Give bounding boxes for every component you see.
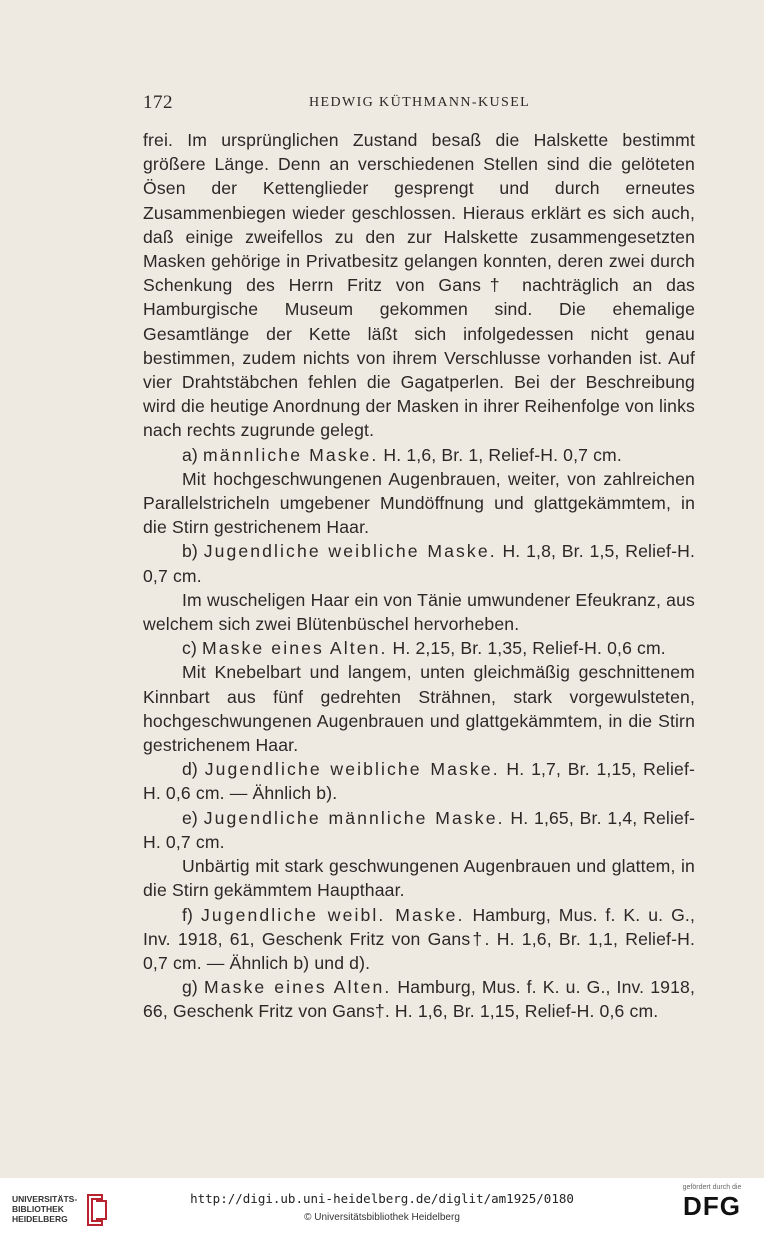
entry-b	[143, 539, 695, 587]
entry-a-label: a)	[182, 444, 203, 465]
running-head: HEDWIG KÜTHMANN-KUSEL	[309, 95, 531, 110]
entry-b-description: Im wuscheligen Haar ein von Tänie umwundener Efeukranz, aus welchem sich zwei Blütenbüschel hervorheben.	[143, 589, 695, 635]
entry-g-label: g)	[182, 977, 204, 998]
entry-f-title: Jugendliche weibl. Maske.	[200, 904, 465, 925]
entry-f-label: f)	[182, 904, 201, 925]
entry-c	[143, 636, 695, 660]
entry-e	[143, 806, 695, 854]
dfg-caption: gefördert durch die	[682, 1184, 742, 1191]
entry-b-label: b)	[182, 541, 204, 562]
entry-e-description: Unbärtig mit stark geschwungenen Augenbrauen und glattem, in die Stirn gekämmtem Haupthaar.	[143, 856, 695, 901]
entry-d-measures: H. 1,7, Br. 1,15, Relief-H. 0,6 cm. — Ähnlich b).	[143, 759, 696, 804]
copyright-notice: © Universitätsbibliothek Heidelberg	[304, 1212, 460, 1223]
dfg-logo[interactable]	[672, 1184, 752, 1230]
paragraph-intro: frei. Im ursprünglichen Zustand besaß die Halskette bestimmt größere Länge. Denn an verschiedenen Stellen sind die gelöteten Ösen der Kettenglieder gesprengt und durch erneutes Zusammenbiegen wieder geschlossen. Hieraus erklärt es sich auch, daß einige zweifellos zu den zur Halskette zusammengesetzten Masken gehörige in Privatbesitz gelangen konnten, deren zwei durch Schenkung des Herrn Fritz von Gans† nachträglich an das Hamburgische Museum gekommen sind. Die ehemalige Gesamtlänge der Kette läßt sich infolgedessen nicht genau bestimmen, zudem nichts von ihrem Verschlusse vorhanden ist. Auf vier Drahtstäbchen fehlen die Gagatperlen. Bei der Beschreibung wird die heutige Anordnung der Masken in ihrer Reihenfolge von links nach rechts zugrunde gelegt.	[143, 130, 695, 441]
entry-g-measures: Hamburg, Mus. f. K. u. G., Inv. 1918, 66, Geschenk Fritz von Gans†. H. 1,6, Br. 1,15, Relief-H. 0,6 cm.	[143, 977, 696, 1022]
entry-c-measures: H. 2,15, Br. 1,35, Relief-H. 0,6 cm.	[387, 638, 666, 659]
entry-c-label: c)	[182, 638, 202, 659]
entry-f	[143, 903, 695, 976]
digitization-footer	[0, 1178, 764, 1235]
entry-a	[143, 443, 695, 467]
main-text	[143, 128, 695, 1024]
entry-g-title: Maske eines Alten.	[203, 977, 392, 998]
entry-a-measures: H. 1,6, Br. 1, Relief-H. 0,7 cm.	[378, 444, 622, 465]
entry-a-description: Mit hochgeschwungenen Augenbrauen, weiter, von zahlreichen Parallelstricheln umgebener Mundöffnung und glattgekämmtem, in die Stirn gestrichenem Haar.	[143, 468, 695, 538]
entry-e-title: Jugendliche männliche Maske.	[203, 807, 505, 828]
entry-g	[143, 975, 695, 1023]
entry-c-description: Mit Knebelbart und langem, unten gleichmäßig geschnittenem Kinnbart aus fünf gedrehten Strähnen, stark vorgewulsteten, hochgeschwungenen Augenbrauen und glattgekämmtem, in die Stirn gestrichenem Haar.	[143, 662, 695, 756]
library-logo-text: UNIVERSITÄTS-BIBLIOTHEK HEIDELBERG	[12, 1194, 78, 1224]
permalink-url[interactable]: http://digi.ub.uni-heidelberg.de/diglit/am1925/0180	[190, 1191, 574, 1206]
entry-a-title: männliche Maske.	[202, 444, 379, 465]
entry-f-measures: Hamburg, Mus. f. K. u. G., Inv. 1918, 61, Geschenk Fritz von Gans†. H. 1,6, Br. 1,1, Relief-H. 0,7 cm. — Ähnlich b) und d).	[143, 904, 695, 973]
page-header	[143, 92, 695, 114]
entry-d-title: Jugendliche weibliche Maske.	[204, 759, 500, 780]
entry-d	[143, 757, 695, 805]
entry-b-measures: H. 1,8, Br. 1,5, Relief-H. 0,7 cm.	[143, 541, 695, 586]
entry-d-label: d)	[182, 759, 205, 780]
entry-e-measures: H. 1,65, Br. 1,4, Relief-H. 0,7 cm.	[143, 807, 696, 852]
page-number: 172	[143, 92, 173, 113]
entry-c-title: Maske eines Alten.	[202, 638, 388, 659]
entry-b-title: Jugendliche weibliche Maske.	[203, 541, 497, 562]
dfg-wordmark: DFG	[683, 1191, 741, 1221]
entry-e-label: e)	[182, 807, 204, 828]
